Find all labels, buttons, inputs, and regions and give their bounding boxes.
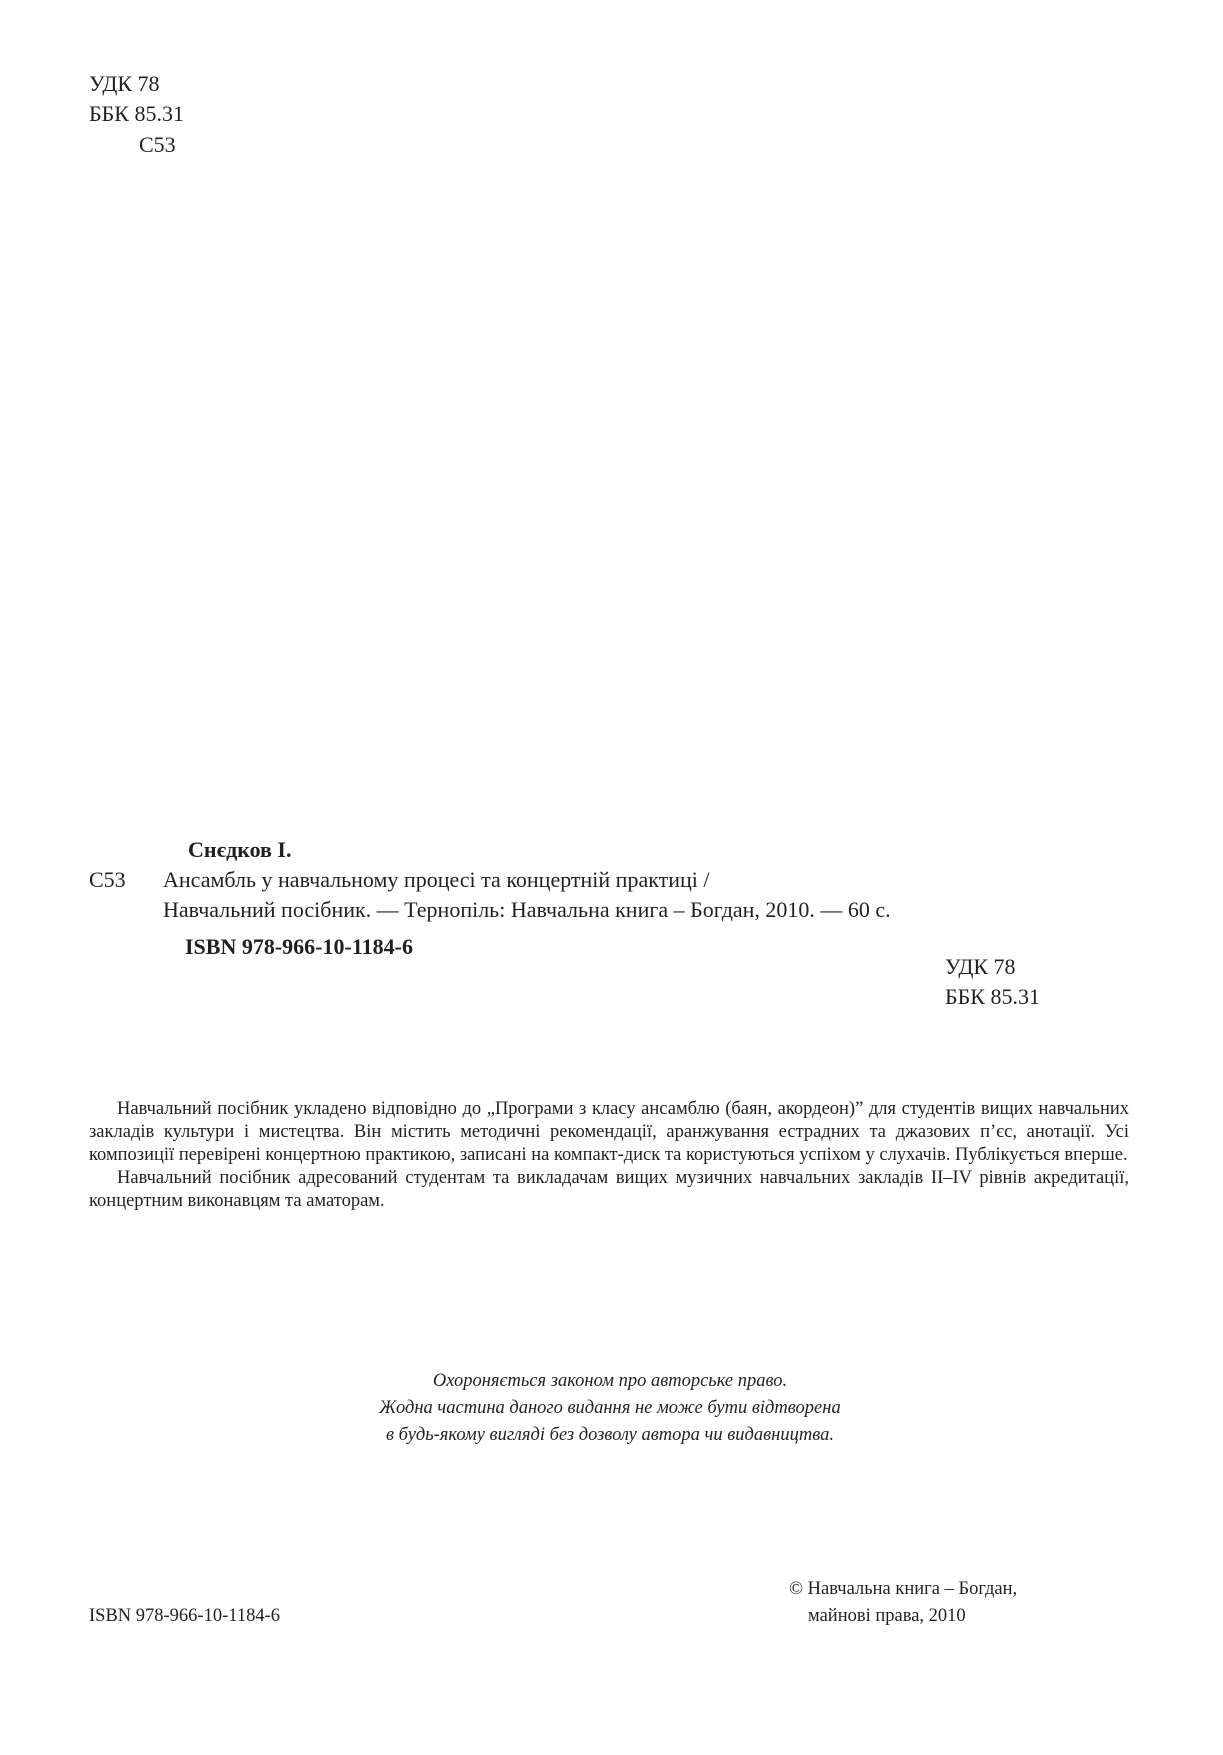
copyright-notice-line: в будь-якому вигляді без дозволу автора чи видавництва.	[386, 1425, 834, 1445]
catalog-author-sign: С53	[89, 867, 126, 892]
copyright-holder: © Навчальна книга – Богдан,	[789, 1579, 1018, 1599]
catalog-title-line: Ансамбль у навчальному процесі та концертній практиці /	[163, 867, 710, 892]
catalog-author: Снєдков І.	[188, 837, 292, 862]
udk-code-top: УДК 78	[89, 71, 160, 96]
catalog-isbn: ISBN 978-966-10-1184-6	[185, 934, 413, 959]
annotation-paragraph: Навчальний посібник адресований студентам та викладачам вищих музичних навчальних закладів ІІ–IV рівнів акредитації, концертним виконавцям та аматорам.	[89, 1168, 1129, 1211]
bbk-code-top: ББК 85.31	[89, 101, 184, 126]
annotation-paragraph: Навчальний посібник укладено відповідно до „Програми з класу ансамблю (баян, акордеон)” для студентів вищих навчальних закладів культури і мистецтва. Він містить методичні рекомендації, аранжування естрадних та джазових п’єс, анотації. Усі композиції перевірені концертною практикою, записані на компакт-диск та користуються успіхом у слухачів. Публікується вперше.	[89, 1099, 1129, 1165]
author-sign-top: С53	[139, 132, 176, 157]
footer-isbn: ISBN 978-966-10-1184-6	[89, 1606, 280, 1626]
catalog-udk: УДК 78	[945, 954, 1016, 979]
copyright-notice-line: Охороняється законом про авторське право.	[432, 1371, 788, 1391]
copyright-notice	[300, 1368, 920, 1449]
copyright-rights: майнові права, 2010	[808, 1606, 966, 1626]
catalog-bbk: ББК 85.31	[945, 984, 1040, 1009]
catalog-imprint-line: Навчальний посібник. — Тернопіль: Навчальна книга – Богдан, 2010. — 60 с.	[163, 897, 891, 922]
annotation	[89, 1098, 1129, 1213]
copyright-notice-line: Жодна частина даного видання не може бути відтворена	[379, 1398, 841, 1418]
